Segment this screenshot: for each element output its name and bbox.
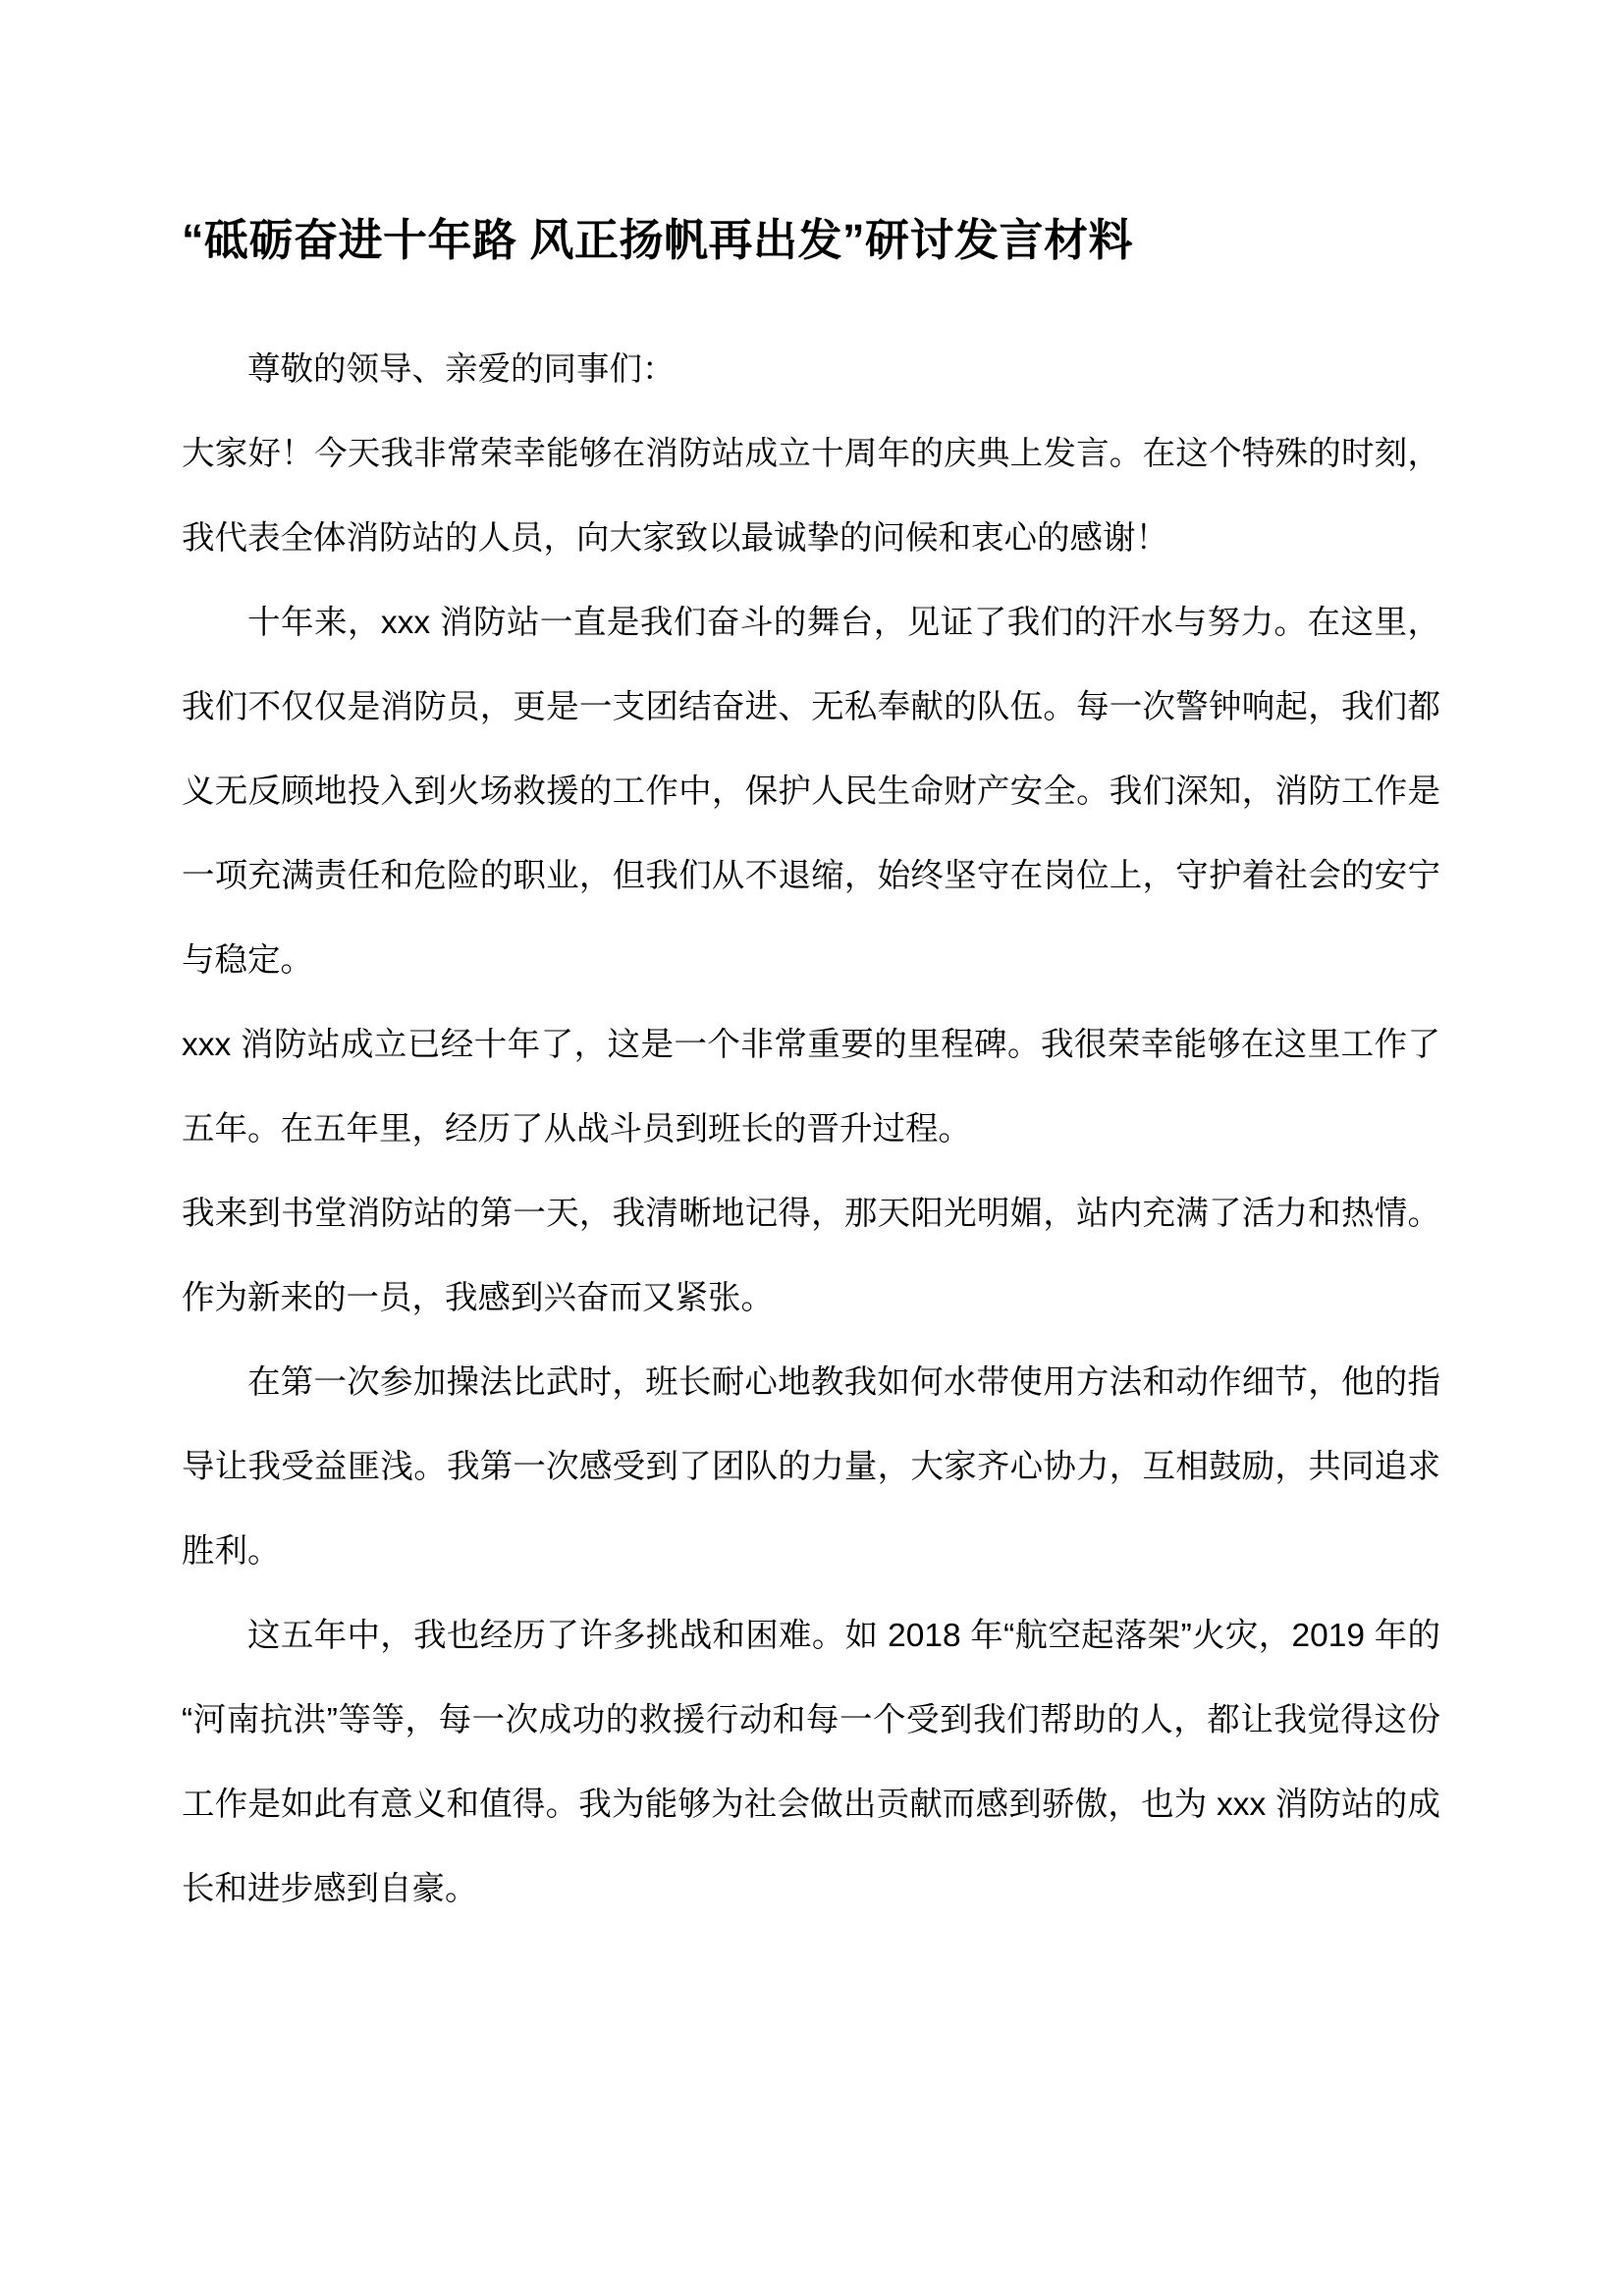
paragraph-competition: 在第一次参加操法比武时，班长耐心地教我如何水带使用方法和动作细节，他的指导让我受益匪浅。我第一次感受到了团队的力量，大家齐心协力，互相鼓励，共同追求胜利。 (182, 1364, 1440, 1570)
paragraph-first-day: 我来到书堂消防站的第一天，我清晰地记得，那天阳光明媚，站内充满了活力和热情。作为新来的一员，我感到兴奋而又紧张。 (182, 1196, 1440, 1316)
paragraph-ten-years: 十年来，xxx 消防站一直是我们奋斗的舞台，见证了我们的汗水与努力。在这里，我们不仅仅是消防员，更是一支团结奋进、无私奉献的队伍。每一次警钟响起，我们都义无反顾地投入到火场救援的工作中，保护人民生命财产安全。我们深知，消防工作是一项充满责任和危险的职业，但我们从不退缩，始终坚守在岗位上，守护着社会的安宁与稳定。 (182, 605, 1440, 979)
document-body (182, 0, 1440, 1932)
paragraph-greeting: 尊敬的领导、亲爱的同事们： (247, 351, 676, 388)
paragraph-milestone: xxx 消防站成立已经十年了，这是一个非常重要的里程碑。我很荣幸能够在这里工作了五年。在五年里，经历了从战斗员到班长的晋升过程。 (182, 1027, 1440, 1148)
paragraph-challenges: 这五年中，我也经历了许多挑战和困难。如 2018 年“航空起落架”火灾，2019 年的“河南抗洪”等等，每一次成功的救援行动和每一个受到我们帮助的人，都让我觉得这份工作是如此有意义和值得。我为能够为社会做出贡献而感到骄傲，也为 xxx 消防站的成长和进步感到自豪。 (182, 1618, 1440, 1907)
document-title: “砥砺奋进十年路 风正扬帆再出发”研讨发言材料 (182, 215, 1134, 265)
paragraph-opening: 大家好！今天我非常荣幸能够在消防站成立十周年的庆典上发言。在这个特殊的时刻，我代表全体消防站的人员，向大家致以最诚挚的问候和衷心的感谢！ (182, 436, 1440, 557)
